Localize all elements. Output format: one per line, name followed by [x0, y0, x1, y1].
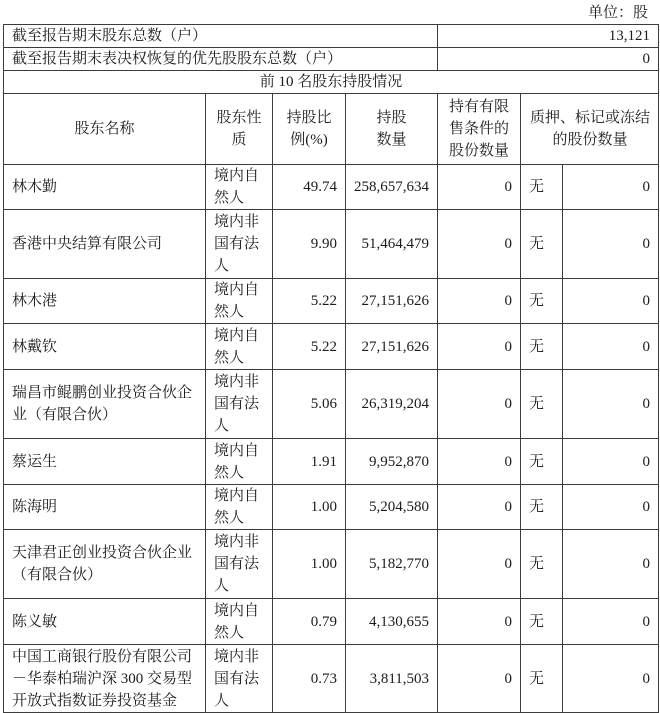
holding-ratio: 9.90	[273, 210, 346, 279]
total-holders-label: 截至报告期末股东总数（户）	[4, 25, 438, 48]
holder-nature-text: 境内自然人	[214, 327, 260, 366]
holder-nature	[206, 324, 273, 370]
pledge-status: 无	[521, 485, 563, 530]
holding-ratio: 0.73	[273, 645, 346, 713]
pledge-status: 无	[521, 530, 563, 599]
holder-name	[4, 645, 206, 713]
column-header-row	[4, 94, 659, 165]
col-header-restricted-text: 持有有限售条件的股份数量	[449, 99, 510, 159]
total-holders-value: 13,121	[438, 25, 659, 48]
table-row	[4, 324, 659, 370]
holding-ratio: 5.22	[273, 324, 346, 370]
holder-nature-text: 境内非国有法人	[214, 374, 260, 434]
holder-name	[4, 210, 206, 279]
holder-name	[4, 165, 206, 210]
table-row	[4, 279, 659, 324]
holder-name-text: 林木港	[12, 293, 58, 309]
holding-ratio: 0.79	[273, 599, 346, 645]
holder-nature-text: 境内自然人	[214, 488, 260, 526]
pledged-shares: 0	[563, 210, 659, 279]
restricted-shares: 0	[438, 599, 521, 645]
pledged-shares: 0	[563, 599, 659, 645]
share-count: 27,151,626	[346, 279, 438, 324]
restricted-shares: 0	[438, 210, 521, 279]
pledge-status: 无	[521, 210, 563, 279]
holder-nature	[206, 645, 273, 713]
holder-nature	[206, 485, 273, 530]
share-count: 4,130,655	[346, 599, 438, 645]
holder-name	[4, 530, 206, 599]
holder-nature-text: 境内自然人	[214, 168, 260, 206]
col-header-ratio	[273, 94, 346, 165]
share-count: 26,319,204	[346, 370, 438, 439]
table-row	[4, 370, 659, 439]
restricted-shares: 0	[438, 370, 521, 439]
col-header-nature-text: 股东性质	[216, 110, 262, 148]
share-count: 3,811,503	[346, 645, 438, 713]
holder-name-text: 天津君正创业投资合伙企业（有限合伙）	[12, 545, 193, 583]
holder-nature-text: 境内非国有法人	[214, 534, 260, 594]
section-title: 前 10 名股东持股情况	[4, 71, 659, 94]
pledged-shares: 0	[563, 485, 659, 530]
holder-name-text: 陈海明	[12, 499, 58, 515]
holder-nature	[206, 279, 273, 324]
holder-nature	[206, 210, 273, 279]
pledge-status: 无	[521, 370, 563, 439]
col-header-restricted	[438, 94, 521, 165]
share-count: 258,657,634	[346, 165, 438, 210]
pledge-status: 无	[521, 279, 563, 324]
holder-name-text: 香港中央结算有限公司	[12, 236, 163, 252]
holder-nature-text: 境内自然人	[214, 442, 260, 481]
restricted-shares: 0	[438, 530, 521, 599]
pledge-status: 无	[521, 645, 563, 713]
holder-name	[4, 324, 206, 370]
holder-name	[4, 485, 206, 530]
pledged-shares: 0	[563, 530, 659, 599]
holding-ratio: 5.22	[273, 279, 346, 324]
holder-name-text: 陈义敏	[12, 613, 58, 630]
holder-nature	[206, 599, 273, 645]
shareholder-table	[3, 24, 659, 713]
restricted-shares: 0	[438, 645, 521, 713]
pledged-shares: 0	[563, 370, 659, 439]
share-count: 5,204,580	[346, 485, 438, 530]
preferred-holders-label: 截至报告期末表决权恢复的优先股股东总数（户）	[4, 48, 438, 71]
col-header-name: 股东名称	[4, 94, 206, 165]
holder-nature	[206, 370, 273, 439]
holding-ratio: 1.91	[273, 439, 346, 485]
holding-ratio: 1.00	[273, 530, 346, 599]
holder-nature	[206, 439, 273, 485]
holder-name-text: 林木勤	[12, 179, 58, 195]
pledged-shares: 0	[563, 165, 659, 210]
table-row	[4, 485, 659, 530]
pledge-status: 无	[521, 599, 563, 645]
holder-name	[4, 279, 206, 324]
col-header-pledged	[521, 94, 659, 165]
holder-nature-text: 境内自然人	[214, 282, 260, 320]
holding-ratio: 1.00	[273, 485, 346, 530]
table-row	[4, 599, 659, 645]
share-count: 9,952,870	[346, 439, 438, 485]
pledged-shares: 0	[563, 324, 659, 370]
table-row	[4, 165, 659, 210]
section-title-row	[4, 71, 659, 94]
share-count: 51,464,479	[346, 210, 438, 279]
holding-ratio: 5.06	[273, 370, 346, 439]
table-row	[4, 210, 659, 279]
holder-name-text: 蔡运生	[12, 453, 58, 470]
holder-nature-text: 境内非国有法人	[214, 648, 260, 709]
preferred-holders-value: 0	[438, 48, 659, 71]
share-count: 27,151,626	[346, 324, 438, 370]
pledged-shares: 0	[563, 279, 659, 324]
col-header-pledged-text: 质押、标记或冻结的股份数量	[530, 110, 651, 148]
restricted-shares: 0	[438, 439, 521, 485]
restricted-shares: 0	[438, 485, 521, 530]
col-header-nature	[206, 94, 273, 165]
unit-label: 单位：股	[587, 5, 648, 21]
restricted-shares: 0	[438, 165, 521, 210]
holder-name-text: 中国工商银行股份有限公司－华泰柏瑞沪深 300 交易型开放式指数证券投资基金	[12, 648, 193, 709]
pledge-status: 无	[521, 324, 563, 370]
table-row	[4, 645, 659, 713]
col-header-shares-text: 持股数量	[376, 110, 407, 148]
total-holders-row	[4, 25, 659, 48]
table-row	[4, 530, 659, 599]
holder-name-text: 瑞昌市鲲鹏创业投资合伙企业（有限合伙）	[12, 385, 193, 423]
pledged-shares: 0	[563, 439, 659, 485]
holder-nature-text: 境内非国有法人	[214, 214, 260, 274]
holder-name	[4, 599, 206, 645]
pledge-status: 无	[521, 165, 563, 210]
table-row	[4, 439, 659, 485]
holder-nature-text: 境内自然人	[214, 602, 260, 641]
restricted-shares: 0	[438, 324, 521, 370]
holder-nature	[206, 530, 273, 599]
pledge-status: 无	[521, 439, 563, 485]
col-header-ratio-text: 持股比例(%)	[286, 110, 332, 148]
restricted-shares: 0	[438, 279, 521, 324]
holder-name-text: 林戴钦	[12, 338, 58, 355]
holder-name	[4, 439, 206, 485]
holding-ratio: 49.74	[273, 165, 346, 210]
pledged-shares: 0	[563, 645, 659, 713]
holder-nature	[206, 165, 273, 210]
share-count: 5,182,770	[346, 530, 438, 599]
preferred-holders-row	[4, 48, 659, 71]
holder-name	[4, 370, 206, 439]
col-header-shares	[346, 94, 438, 165]
